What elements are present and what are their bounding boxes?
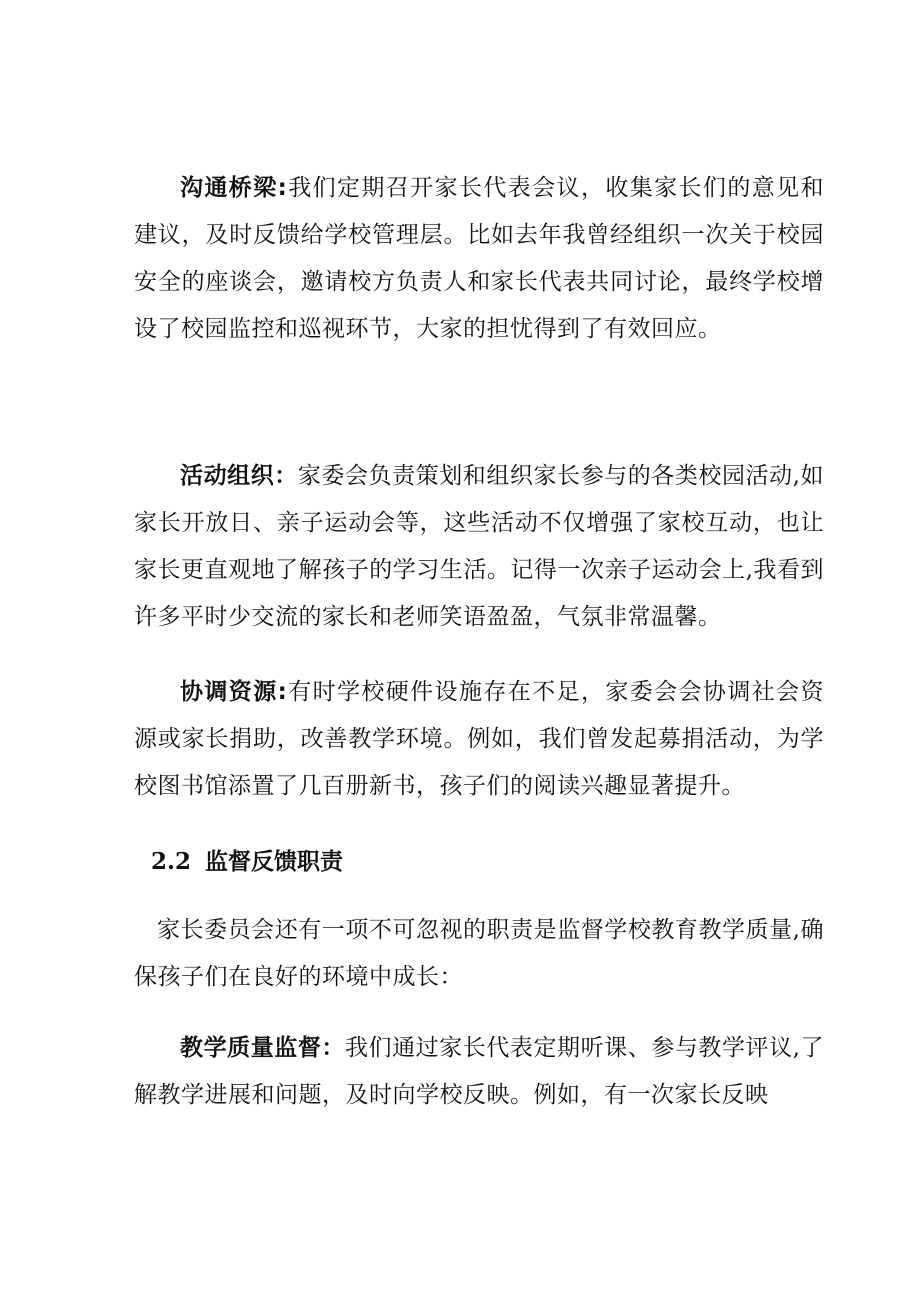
paragraph-lead: 沟通桥梁:	[180, 175, 288, 201]
paragraph-resources	[134, 669, 824, 810]
section-title: 监督反馈职责	[205, 849, 344, 875]
section-number: 2.2	[151, 848, 192, 875]
paragraph-activities	[134, 453, 824, 641]
paragraph-lead: 活动组织：	[180, 463, 298, 489]
paragraph-body: 家长委员会还有一项不可忽视的职责是监督学校教育教学质量,确保孩子们在良好的环境中成长：	[134, 917, 824, 990]
paragraph-lead: 协调资源:	[180, 679, 288, 705]
paragraph-body: 家委会负责策划和组织家长参与的各类校园活动,如家长开放日、亲子运动会等，这些活动不仅增强了家校互动，也让家长更直观地了解孩子的学习生活。记得一次亲子运动会上,我看到许多平时少交流的家长和老师笑语盈盈，气氛非常温馨。	[134, 463, 824, 630]
paragraph-teaching-quality	[134, 1025, 824, 1119]
paragraph-body: 我们定期召开家长代表会议，收集家长们的意见和建议，及时反馈给学校管理层。比如去年我曾经组织一次关于校园安全的座谈会，邀请校方负责人和家长代表共同讨论，最终学校增设了校园监控和巡视环节，大家的担忧得到了有效回应。	[134, 175, 825, 342]
section-heading	[151, 838, 343, 886]
paragraph-section-intro	[134, 907, 824, 1001]
paragraph-lead: 教学质量监督：	[180, 1035, 345, 1061]
paragraph-communication	[134, 165, 824, 353]
paragraph-body: 有时学校硬件设施存在不足，家委会会协调社会资源或家长捐助，改善教学环境。例如，我们曾发起募捐活动，为学校图书馆添置了几百册新书，孩子们的阅读兴趣显著提升。	[134, 679, 825, 799]
paragraph-body: 我们通过家长代表定期听课、参与教学评议,了解教学进展和问题，及时向学校反映。例如，有一次家长反映	[134, 1035, 824, 1108]
